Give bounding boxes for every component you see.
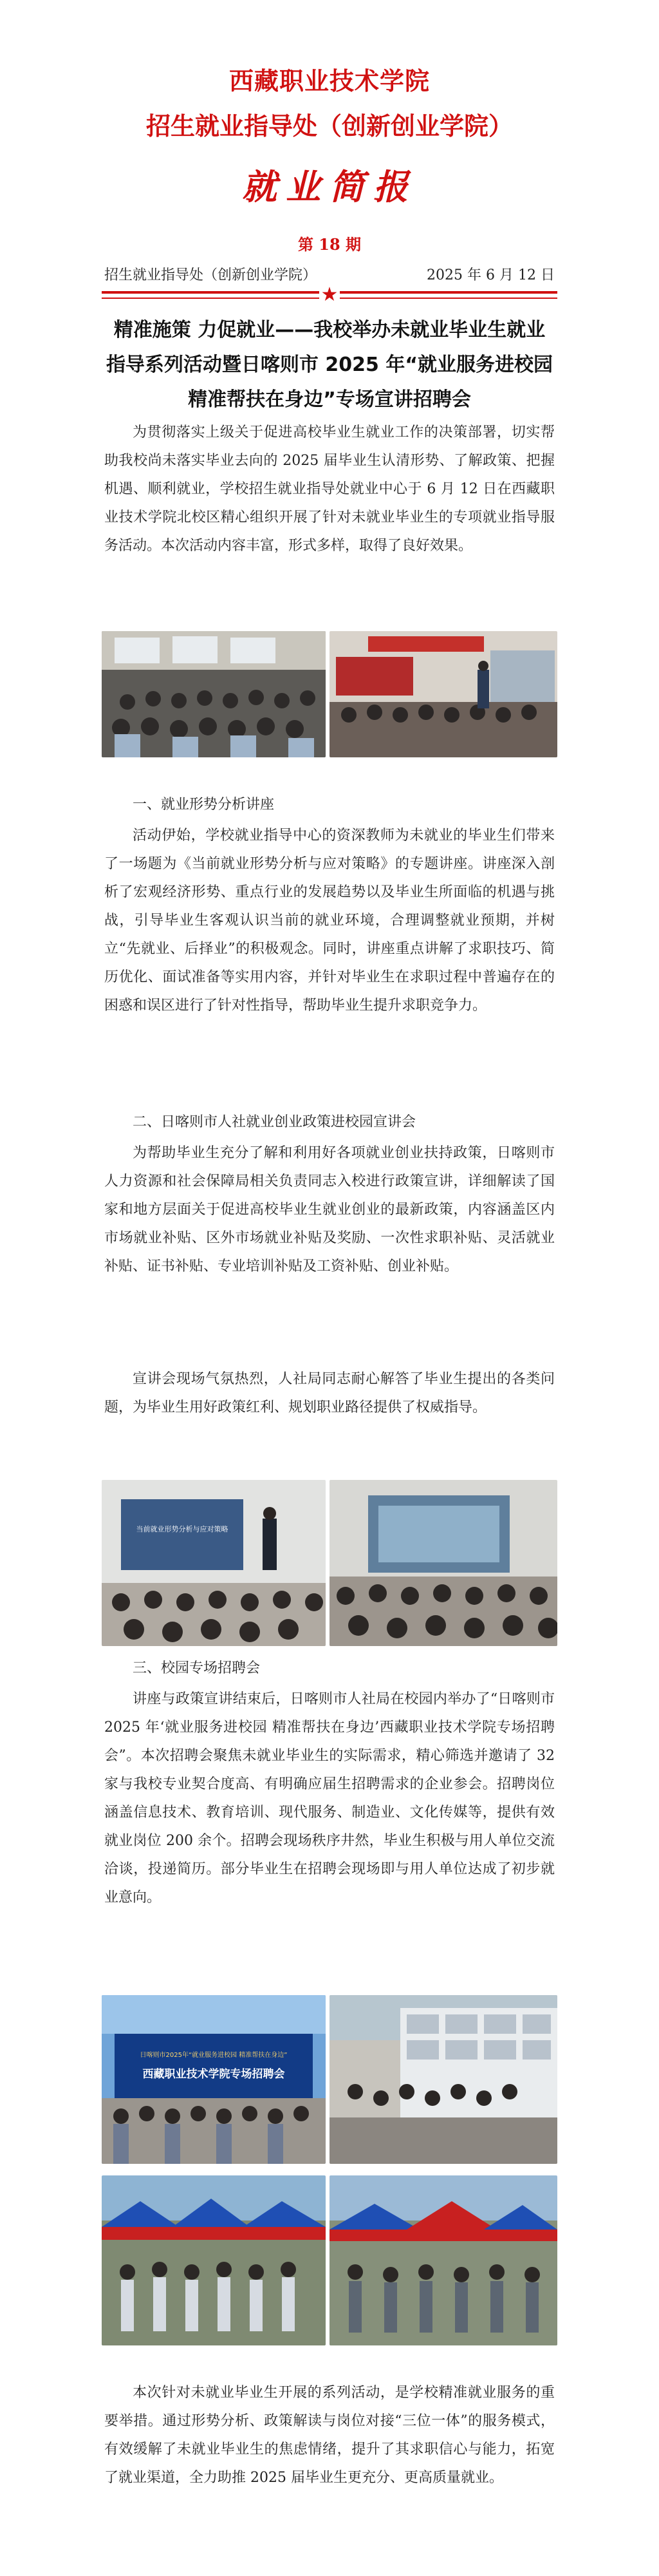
banner-subtitle: 日喀则市2025年“就业服务进校园 精准帮扶在身边” <box>140 2052 288 2059</box>
section-3-heading: 三、校园专场招聘会 <box>133 1660 261 1676</box>
job-fair-tents-photo-1 <box>102 2175 326 2345</box>
lecture-photo-2 <box>330 631 557 757</box>
section-2-heading: 二、日喀则市人社就业创业政策进校园宣讲会 <box>133 1114 416 1130</box>
article-title: 精准施策 力促就业——我校举办未就业毕业生就业指导系列活动暨日喀则市 2025 年“就业服务进校园精准帮扶在身边”专场宣讲招聘会 <box>106 319 553 411</box>
job-fair-banner-photo <box>102 1995 326 2164</box>
star-icon: ★ <box>319 285 340 305</box>
lecture-photo-1 <box>102 631 326 757</box>
closing-paragraph: 本次针对未就业毕业生开展的系列活动，是学校精准就业服务的重要举措。通过形势分析、政策解读与岗位对接“三位一体”的服务模式，有效缓解了未就业毕业生的焦虑情绪，提升了其求职信心与能力，拓宽了就业渠道，全力助推 2025 届毕业生更充分、更高质量就业。 <box>104 2385 555 2486</box>
brief-title: 就业简报 <box>242 166 417 207</box>
screen-caption: 当前就业形势分析与应对策略 <box>136 1525 228 1533</box>
job-fair-tents-photo-2 <box>330 2175 557 2345</box>
intro-paragraph: 为贯彻落实上级关于促进高校毕业生就业工作的决策部署，切实帮助我校尚未落实毕业去向的 2025 届毕业生认清形势、了解政策、把握机遇、顺利就业，学校招生就业指导处就业中心于 6 月 12 日在西藏职业技术学院北校区精心组织开展了针对未就业毕业生的专项就业指导服务活动。本次活动内容丰富，形式多样，取得了良好效果。 <box>104 424 555 554</box>
policy-briefing-photo-1 <box>102 1480 326 1646</box>
job-fair-board-photo <box>330 1995 557 2164</box>
issue-number: 第 18 期 <box>297 235 362 254</box>
section-3-body: 讲座与政策宣讲结束后，日喀则市人社局在校园内举办了“日喀则市 2025 年‘就业服务进校园 精准帮扶在身边’西藏职业技术学院专场招聘会”。本次招聘会聚焦未就业毕业生的实际需求，精心筛选并邀请了 32 家与我校专业契合度高、有明确应届生招聘需求的企业参会。招聘岗位涵盖信息技术、教育培训、现代服务、制造业、文化传媒等，提供有效就业岗位 200 余个。招聘会现场秩序井然，毕业生积极与用人单位交流洽谈，投递简历。部分毕业生在招聘会现场即与用人单位达成了初步就业意向。 <box>104 1691 555 1906</box>
banner-title: 西藏职业技术学院专场招聘会 <box>142 2068 285 2081</box>
publisher: 招生就业指导处（创新创业学院） <box>104 267 317 283</box>
department-name: 招生就业指导处（创新创业学院） <box>145 112 513 140</box>
school-name: 西藏职业技术学院 <box>228 67 430 95</box>
publish-date: 2025 年 6 月 12 日 <box>427 267 555 283</box>
section-1-heading: 一、就业形势分析讲座 <box>133 797 275 813</box>
section-2-body-2: 宣讲会现场气氛热烈，人社局同志耐心解答了毕业生提出的各类问题，为毕业生用好政策红利、规划职业路径提供了权威指导。 <box>104 1371 555 1416</box>
section-2-body-1: 为帮助毕业生充分了解和利用好各项就业创业扶持政策，日喀则市人力资源和社会保障局相关负责同志入校进行政策宣讲，详细解读了国家和地方层面关于促进高校毕业生就业创业的最新政策，内容涵盖区内市场就业补贴、区外市场就业补贴及奖励、一次性求职补贴、灵活就业补贴、证书补贴、专业培训补贴及工资补贴、创业补贴。 <box>104 1145 555 1274</box>
policy-briefing-photo-2 <box>330 1480 557 1646</box>
section-1-body: 活动伊始，学校就业指导中心的资深教师为未就业的毕业生们带来了一场题为《当前就业形势分析与应对策略》的专题讲座。讲座深入剖析了宏观经济形势、重点行业的发展趋势以及毕业生所面临的机遇与挑战，引导毕业生客观认识当前的就业环境，合理调整就业预期，并树立“先就业、后择业”的积极观念。同时，讲座重点讲解了求职技巧、简历优化、面试准备等实用内容，并针对毕业生在求职过程中普遍存在的困惑和误区进行了针对性指导，帮助毕业生提升求职竞争力。 <box>104 828 555 1014</box>
